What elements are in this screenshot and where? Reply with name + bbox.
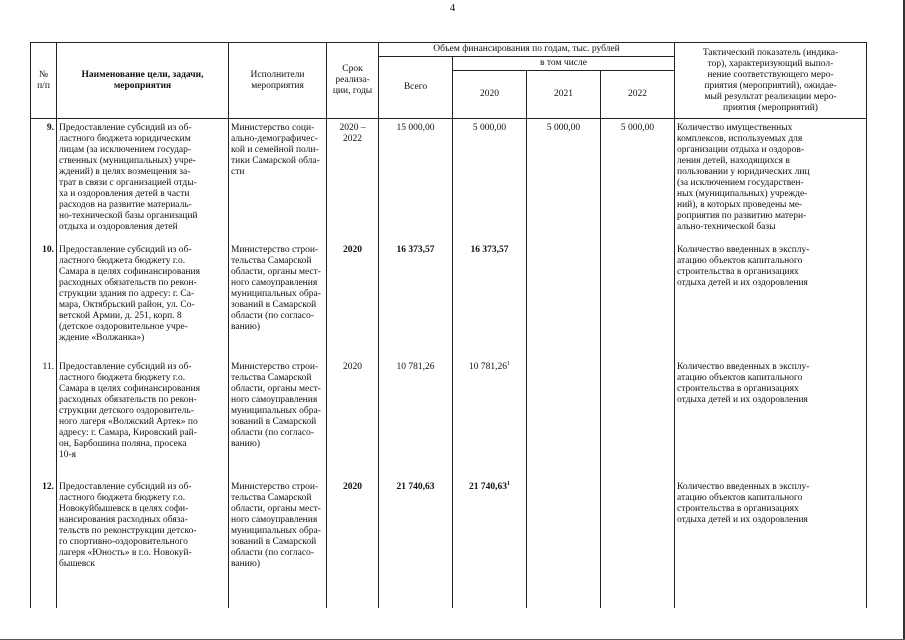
row-name: Предоставление субсидий из об- ластного бюджета бюджету г.о. Самара в целях софинансирования расходных обязательств по рекон- струкции детского оздоровитель- ного лагеря «Волжский Артек» по адресу: г. Самара, Кировский рай- он, Барбошина поляна, просека 10-я [57, 358, 229, 478]
row-2021 [527, 241, 601, 358]
row-name: Предоставление субсидий из об- ластного бюджета юридическим лицам (за исключением государ- ственных (муниципальных) учре- ждений) в целях возмещения за- трат в связи с организацией отды- ха и оздоровления детей в части расходов на развитие материаль- но-технической базы организаций отдыха и оздоровления детей [57, 119, 229, 241]
row-num: 11. [31, 358, 57, 478]
table-row [31, 358, 867, 478]
row-num: 10. [31, 241, 57, 358]
page-number: 4 [449, 2, 456, 14]
header-year-2022: 2022 [601, 71, 675, 119]
header-including: в том числе [453, 57, 675, 71]
header-period: Срок реализа- ции, годы [327, 43, 379, 119]
financing-table [30, 42, 867, 608]
table-row [31, 478, 867, 608]
row-indicator: Количество введенных в эксплу- атацию объектов капитального строительства в организациях отдыха детей и их оздоровления [675, 478, 867, 608]
footnote-mark: 1 [507, 360, 510, 367]
row-indicator: Количество введенных в эксплу- атацию объектов капитального строительства в организациях отдыха детей и их оздоровления [675, 358, 867, 478]
row-2021: 5 000,00 [527, 119, 601, 241]
row-executors: Министерство строи- тельства Самарской области, органы мест- ного самоуправления муниципальных обра- зований в Самарской области (по согласо- ванию) [229, 241, 327, 358]
row-2020 [453, 358, 527, 478]
row-total: 21 740,63 [379, 478, 453, 608]
row-2022 [601, 358, 675, 478]
row-2020-value: 10 781,26 [469, 361, 507, 372]
row-2020: 5 000,00 [453, 119, 527, 241]
row-period: 2020 [327, 241, 379, 358]
row-indicator: Количество имущественных комплексов, используемых для организации отдыха и оздоров- ления детей, находящихся в пользовании у юридических лиц (за исключением государствен- ных (муниципальных) учрежде- ний), в которых проведены ме- роприятия по развитию матери- ально-технической базы [675, 119, 867, 241]
row-2021 [527, 478, 601, 608]
row-num: 12. [31, 478, 57, 608]
row-name: Предоставление субсидий из об- ластного бюджета бюджету г.о. Самара в целях софинансирования расходных обязательств по рекон- струкции здания по адресу: г. Са- мара, Октябрьский район, ул. Со- ветской Армии, д. 251, корп. 8 (детское оздоровительное учре- ждение «Волжанка») [57, 241, 229, 358]
row-2020 [453, 241, 527, 358]
row-indicator: Количество введенных в эксплу- атацию объектов капитального строительства в организациях отдыха детей и их оздоровления [675, 241, 867, 358]
footnote-mark: 1 [507, 480, 510, 487]
row-num: 9. [31, 119, 57, 241]
row-period: 2020 [327, 358, 379, 478]
row-total: 15 000,00 [379, 119, 453, 241]
row-total: 10 781,26 [379, 358, 453, 478]
header-executors: Исполнители мероприятия [229, 43, 327, 119]
header-num: № п/п [31, 43, 57, 119]
table-row [31, 119, 867, 241]
row-period: 2020 [327, 478, 379, 608]
row-executors: Министерство соци- ально-демографичес- кой и семейной поли- тики Самарской обла- сти [229, 119, 327, 241]
row-2022 [601, 241, 675, 358]
row-2020-value: 16 373,57 [470, 244, 509, 255]
row-period: 2020 – 2022 [327, 119, 379, 241]
row-2022: 5 000,00 [601, 119, 675, 241]
row-total: 16 373,57 [379, 241, 453, 358]
row-2020-value: 21 740,63 [469, 481, 507, 492]
header-indicator: Тактический показатель (индика- тор), характеризующий выпол- нение соответствующего меро- приятия (мероприятий), ожидае- мый результат реализации меро- приятия (мероприятий) [675, 43, 867, 119]
row-2022 [601, 478, 675, 608]
row-executors: Министерство строи- тельства Самарской области, органы мест- ного самоуправления муниципальных обра- зований в Самарской области (по согласо- ванию) [229, 358, 327, 478]
row-2020 [453, 478, 527, 608]
row-executors: Министерство строи- тельства Самарской области, органы мест- ного самоуправления муниципальных обра- зований в Самарской области (по согласо- ванию) [229, 478, 327, 608]
header-year-2021: 2021 [527, 71, 601, 119]
header-total: Всего [379, 57, 453, 119]
table-row [31, 241, 867, 358]
row-2021 [527, 358, 601, 478]
row-name: Предоставление субсидий из об- ластного бюджета бюджету г.о. Новокуйбышевск в целях софи- нансирования расходных обяза- тельств по реконструкции детско- го спортивно-оздоровительного лагеря «Юность» в г.о. Новокуй- бышевск [57, 478, 229, 608]
header-year-2020: 2020 [453, 71, 527, 119]
header-name: Наименование цели, задачи, мероприятия [57, 43, 229, 119]
header-funding: Объем финансирования по годам, тыс. рублей [379, 43, 675, 57]
